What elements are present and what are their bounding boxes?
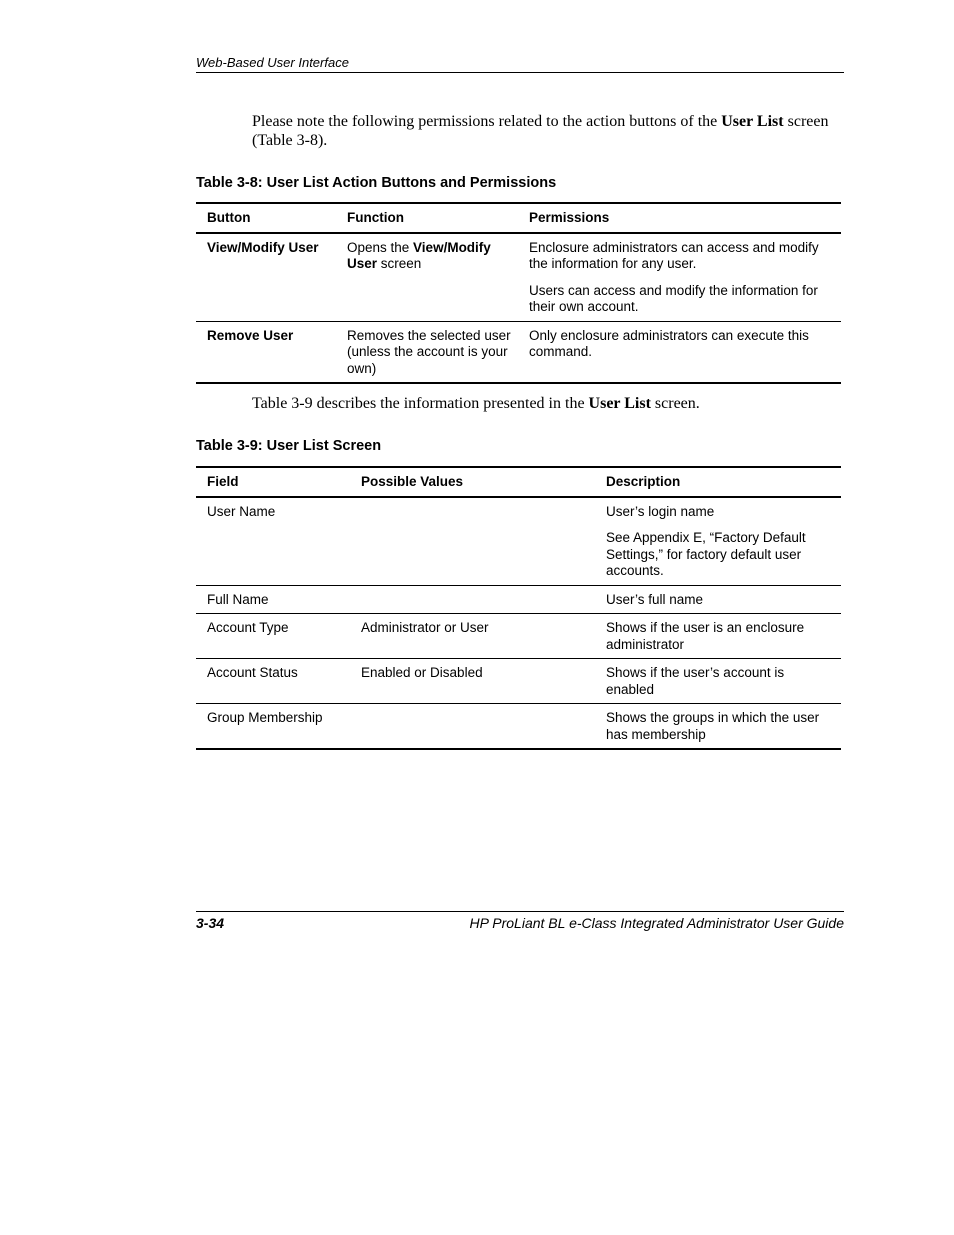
button-name: View/Modify User	[196, 233, 336, 322]
table-row	[196, 585, 841, 614]
values-cell	[350, 497, 595, 586]
table-3-8-caption: Table 3-8: User List Action Buttons and Permissions	[196, 175, 557, 191]
field-cell: Full Name	[196, 585, 350, 614]
user-list-screen-table	[196, 466, 841, 750]
field-cell: Account Status	[196, 659, 350, 704]
column-header-button: Button	[196, 203, 336, 233]
running-title: Web-Based User Interface	[196, 55, 349, 70]
description-cell: Shows if the user’s account is enabled	[595, 659, 841, 704]
field-cell: Group Membership	[196, 704, 350, 750]
field-cell: User Name	[196, 497, 350, 586]
permissions-cell: Only enclosure administrators can execute this command.	[518, 321, 841, 383]
running-header	[196, 55, 844, 73]
button-name: Remove User	[196, 321, 336, 383]
page-number: 3-34	[196, 915, 225, 931]
table-row	[196, 497, 841, 586]
second-paragraph: Table 3-9 describes the information presented in the User List screen.	[252, 395, 700, 412]
function-cell: Removes the selected user (unless the account is your own)	[336, 321, 518, 383]
values-cell	[350, 585, 595, 614]
book-title: HP ProLiant BL e-Class Integrated Administrator User Guide	[469, 915, 844, 931]
table-row	[196, 321, 841, 383]
table-row	[196, 614, 841, 659]
field-cell: Account Type	[196, 614, 350, 659]
table-row	[196, 659, 841, 704]
table-row	[196, 233, 841, 322]
column-header-field: Field	[196, 467, 350, 497]
permissions-cell: Enclosure administrators can access and modify the information for any user. Users can access and modify the information for their own account.	[518, 233, 841, 322]
table-3-9-caption: Table 3-9: User List Screen	[196, 438, 382, 454]
description-cell: User’s login name See Appendix E, “Factory Default Settings,” for factory default user accounts.	[595, 497, 841, 586]
intro-paragraph: Please note the following permissions related to the action buttons of the User List screen (Table 3-8).	[252, 113, 829, 149]
description-cell: User’s full name	[595, 585, 841, 614]
table-row	[196, 704, 841, 750]
values-cell	[350, 704, 595, 750]
column-header-description: Description	[595, 467, 841, 497]
description-cell: Shows the groups in which the user has membership	[595, 704, 841, 750]
column-header-function: Function	[336, 203, 518, 233]
column-header-possible-values: Possible Values	[350, 467, 595, 497]
action-buttons-table	[196, 202, 841, 384]
column-header-permissions: Permissions	[518, 203, 841, 233]
user-list-term: User List	[588, 395, 651, 412]
function-cell: Opens the View/Modify User screen	[336, 233, 518, 322]
description-cell: Shows if the user is an enclosure administrator	[595, 614, 841, 659]
values-cell: Administrator or User	[350, 614, 595, 659]
values-cell: Enabled or Disabled	[350, 659, 595, 704]
page-footer	[196, 911, 844, 931]
user-list-term: User List	[721, 113, 784, 130]
